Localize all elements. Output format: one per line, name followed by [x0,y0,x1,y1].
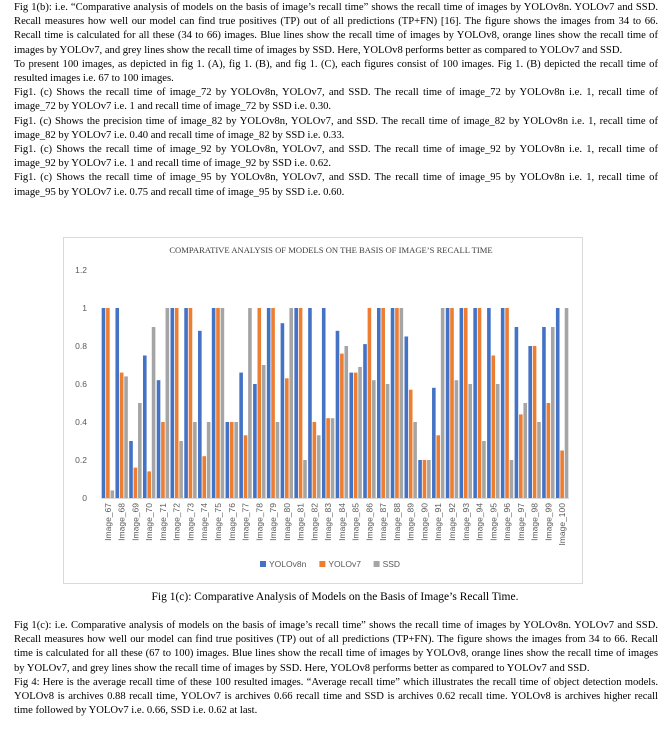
x-tick-label: Image_98 [529,503,540,541]
bar-yolov7-image_75 [216,308,220,498]
bar-yolov7-image_78 [257,308,261,498]
paragraph: To present 100 images, as depicted in fig 1. (A), fig 1. (B), and fig 1. (C), each figures consist of 100 images. Fig 1. (B) depicted the recall time of resulted images i.e. 67 to 100 images. [14,58,658,85]
bar-ssd-image_84 [344,346,348,498]
bar-yolov7-image_79 [271,308,275,498]
bar-yolov7-image_70 [147,471,151,498]
bar-yolov8n-image_83 [322,308,326,498]
bar-ssd-image_88 [400,308,404,498]
x-tick-label: Image_95 [488,503,499,541]
x-tick-label: Image_88 [391,503,402,541]
bar-yolov7-image_81 [299,308,303,498]
bar-yolov8n-image_90 [418,460,422,498]
bar-yolov8n-image_94 [473,308,477,498]
bar-yolov7-image_73 [189,308,193,498]
bar-yolov8n-image_92 [446,308,450,498]
bottom-text-block [14,619,658,718]
bar-ssd-image_69 [138,403,142,498]
bar-ssd-image_83 [331,418,335,498]
paragraph: Fig1. (c) Shows the recall time of image_72 by YOLOv8n, YOLOv7, and SSD. The recall time of image_72 by YOLOv8n i.e. 1, recall time of image_72 by YOLOv7 i.e. 1 and recall time of image_72 by SSD i.e. 0.30. [14,87,658,113]
bar-yolov8n-image_78 [253,384,257,498]
bar-yolov7-image_80 [285,378,289,498]
bar-ssd-image_72 [179,441,183,498]
bar-yolov8n-image_69 [129,441,133,498]
bar-yolov8n-image_91 [432,388,436,498]
paragraph: Fig1. (c) Shows the recall time of image_92 by YOLOv8n, YOLOv7, and SSD. The recall time of image_92 by YOLOv8n i.e. 1, recall time of image_92 by YOLOv7 i.e. 1 and recall time of image_92 by SSD i.e. 0.62. [14,144,658,170]
bar-ssd-image_77 [248,308,252,498]
y-tick-label: 0 [82,493,87,503]
bar-ssd-image_89 [413,422,417,498]
bar-yolov8n-image_97 [515,327,519,498]
bar-ssd-image_79 [276,422,280,498]
legend-swatch-ssd [374,561,380,567]
bar-yolov8n-image_73 [184,308,188,498]
bar-ssd-image_98 [537,422,541,498]
bar-yolov7-image_94 [478,308,482,498]
top-text-block [14,1,658,200]
x-tick-label: Image_71 [157,503,168,541]
bar-yolov7-image_99 [547,403,551,498]
bar-ssd-image_73 [193,422,197,498]
x-tick-label: Image_85 [350,503,361,541]
bar-ssd-image_81 [303,460,307,498]
bar-yolov8n-image_79 [267,308,271,498]
legend-label-ssd: SSD [382,559,401,569]
bar-ssd-image_85 [358,367,362,498]
bar-ssd-image_95 [496,384,500,498]
bar-ssd-image_82 [317,435,321,498]
bar-yolov8n-image_82 [308,308,312,498]
x-tick-label: Image_77 [240,503,251,541]
bar-yolov8n-image_81 [294,308,298,498]
x-tick-label: Image_75 [213,503,223,541]
bar-yolov8n-image_87 [377,308,381,498]
chart-title: COMPARATIVE ANALYSIS OF MODELS ON THE BASIS OF IMAGE’S RECALL TIME [169,245,493,255]
bar-yolov8n-image_95 [487,308,491,498]
y-tick-label: 1 [82,303,87,313]
paragraph: Fig 4: Here is the average recall time of these 100 resulted images. “Average recall time” which illustrates the recall time of object detection models. YOLOv8 is archives 0.88 recall time, YOLOv7 is archives 0.66 recall time and SSD is archives 0.62 recall time. YOLOv8 is archives higher recall time followed by YOLOv7 i.e. 0.66, SSD i.e. 0.62 at last. [14,676,658,717]
x-tick-label: Image_74 [199,503,210,541]
bar-yolov7-image_74 [202,456,206,498]
bar-yolov8n-image_80 [281,323,285,498]
y-tick-label: 1.2 [75,265,87,275]
bar-yolov7-image_76 [230,422,234,498]
legend-swatch-yolov8n [260,561,266,567]
bar-yolov7-image_92 [450,308,454,498]
bar-yolov7-image_69 [134,468,138,498]
bar-yolov7-image_67 [106,308,110,498]
bar-yolov8n-image_77 [239,373,243,498]
bar-ssd-image_87 [386,384,390,498]
bar-ssd-image_94 [482,441,486,498]
bar-yolov7-image_87 [381,308,385,498]
x-tick-label: Image_79 [268,503,279,541]
bar-yolov7-image_84 [340,354,344,498]
bar-ssd-image_68 [124,376,128,498]
bar-ssd-image_71 [166,308,170,498]
x-tick-label: Image_80 [281,503,292,541]
bar-yolov8n-image_93 [460,308,464,498]
x-tick-label: Image_94 [474,503,485,541]
x-tick-label: Image_76 [226,503,237,541]
x-tick-label: Image_67 [102,503,113,541]
bar-yolov8n-image_72 [171,308,175,498]
bar-yolov8n-image_76 [226,422,230,498]
x-tick-label: Image_86 [364,503,375,541]
bar-yolov7-image_72 [175,308,179,498]
bar-yolov7-image_96 [505,308,509,498]
figure-caption: Fig 1(c): Comparative Analysis of Models on the Basis of Image’s Recall Time. [151,591,519,603]
bar-yolov8n-image_67 [102,308,106,498]
bar-yolov8n-image_71 [157,380,161,498]
legend-label-yolov7: YOLOv7 [328,559,362,569]
y-tick-label: 0.6 [75,379,87,389]
bar-ssd-image_92 [455,380,459,498]
bar-yolov8n-image_86 [363,344,367,498]
bar-ssd-image_99 [551,327,555,498]
x-tick-label: Image_70 [144,503,155,541]
bar-yolov7-image_83 [326,418,330,498]
x-tick-label: Image_91 [433,503,444,541]
y-tick-label: 0.8 [75,341,87,351]
bar-yolov7-image_98 [533,346,537,498]
bar-yolov7-image_89 [409,390,413,498]
bar-yolov7-image_93 [464,308,468,498]
bar-yolov7-image_71 [161,422,165,498]
bar-yolov7-image_77 [244,435,248,498]
bar-yolov8n-image_88 [391,308,395,498]
bar-ssd-image_91 [441,308,445,498]
bar-ssd-image_70 [152,327,156,498]
paragraph: Fig1. (c) Shows the precision time of image_82 by YOLOv8n, YOLOv7, and SSD. The recall time of image_82 by YOLOv8n i.e. 1, recall time of image_82 by YOLOv7 i.e. 0.40 and recall time of image_82 by SSD i.e. 0.33. [14,115,658,141]
bar-yolov7-image_100 [560,451,564,499]
bar-yolov7-image_68 [120,373,124,498]
x-tick-label: Image_81 [295,503,306,541]
x-tick-label: Image_82 [309,503,320,541]
legend-label-yolov8n: YOLOv8n [269,559,307,569]
bar-yolov7-image_91 [436,435,440,498]
bar-yolov8n-image_99 [542,327,546,498]
bar-yolov8n-image_84 [336,331,340,498]
y-tick-label: 0.2 [75,455,87,465]
bar-yolov7-image_90 [423,460,427,498]
bar-yolov8n-image_100 [556,308,560,498]
x-tick-label: Image_100 [557,503,568,546]
bar-ssd-image_90 [427,460,431,498]
bar-yolov8n-image_75 [212,308,216,498]
bar-yolov8n-image_68 [115,308,119,498]
bar-ssd-image_93 [468,384,472,498]
paragraph: Fig 1(c): i.e. Comparative analysis of models on the basis of image’s recall time” shows the recall time of images by YOLOv8n. YOLOv7 and SSD. Recall measures how well our model can find true positives (TP) out of all predictions (TP+FN). The figure shows the images from 34 to 66. Recall time is calculated for all these (67 to 100) images. Blue lines show the recall time of images by YOLOv8, orange lines show the recall time of images by YOLOv7, and grey lines show the recall time of images by SSD. Here, YOLOv8 performs better as compared to YOLOv7 and SSD. [14,620,658,674]
bar-ssd-image_100 [565,308,569,498]
bar-yolov8n-image_85 [349,373,353,498]
bar-ssd-image_75 [221,308,225,498]
bar-yolov8n-image_89 [405,337,409,499]
x-tick-label: Image_83 [323,503,334,541]
bar-ssd-image_96 [510,460,514,498]
paragraph: Fig 1(b): i.e. “Comparative analysis of models on the basis of image’s recall time” shows the recall time of images by YOLOv8n. YOLOv7 and SSD. Recall measures how well our model can find true positives (TP) out of all predictions (TP+FN) [16]. The figure shows the images from 34 to 66. Recall time is calculated for all these (34 to 66) images. Blue lines show the recall time of images by YOLOv8, orange lines show the recall time of images by YOLOv7, and grey lines show the recall time of images by SSD. Here, YOLOv8 performs better as compared to YOLOv7 and SSD. [14,2,658,56]
x-tick-label: Image_78 [254,503,265,541]
bar-ssd-image_67 [110,490,114,498]
paragraph: Fig1. (c) Shows the recall time of image_95 by YOLOv8n, YOLOv7, and SSD. The recall time of image_95 by YOLOv8n i.e. 1, recall time of image_95 by YOLOv7 i.e. 0.75 and recall time of image_95 by SSD i.e. 0.60. [14,172,658,198]
bar-yolov8n-image_74 [198,331,202,498]
x-tick-label: Image_73 [185,503,196,541]
bar-yolov7-image_88 [395,308,399,498]
bar-yolov7-image_95 [491,356,495,499]
bar-ssd-image_78 [262,365,266,498]
x-tick-label: Image_89 [405,503,416,541]
bar-yolov7-image_82 [313,422,317,498]
bar-ssd-image_76 [234,422,238,498]
x-tick-label: Image_72 [171,503,182,541]
x-tick-label: Image_68 [116,503,127,541]
recall-time-chart [63,237,583,584]
x-tick-label: Image_87 [378,503,389,541]
bar-yolov8n-image_70 [143,356,147,499]
x-tick-label: Image_90 [419,503,430,541]
x-tick-label: Image_93 [460,503,471,541]
x-tick-label: Image_96 [502,503,513,541]
bar-ssd-image_86 [372,380,376,498]
y-tick-label: 0.4 [75,417,87,427]
x-tick-label: Image_84 [336,503,347,541]
bar-ssd-image_74 [207,422,211,498]
x-tick-label: Image_97 [515,503,526,541]
bar-ssd-image_97 [523,403,527,498]
bar-yolov7-image_97 [519,414,523,498]
x-tick-label: Image_92 [447,503,457,541]
legend-swatch-yolov7 [319,561,325,567]
bar-yolov8n-image_96 [501,308,505,498]
bar-yolov7-image_86 [368,308,372,498]
bar-yolov7-image_85 [354,373,358,498]
bar-yolov8n-image_98 [528,346,532,498]
x-tick-label: Image_99 [543,502,554,541]
x-tick-label: Image_69 [130,503,141,541]
chart-canvas [64,238,582,583]
bar-ssd-image_80 [289,308,293,498]
